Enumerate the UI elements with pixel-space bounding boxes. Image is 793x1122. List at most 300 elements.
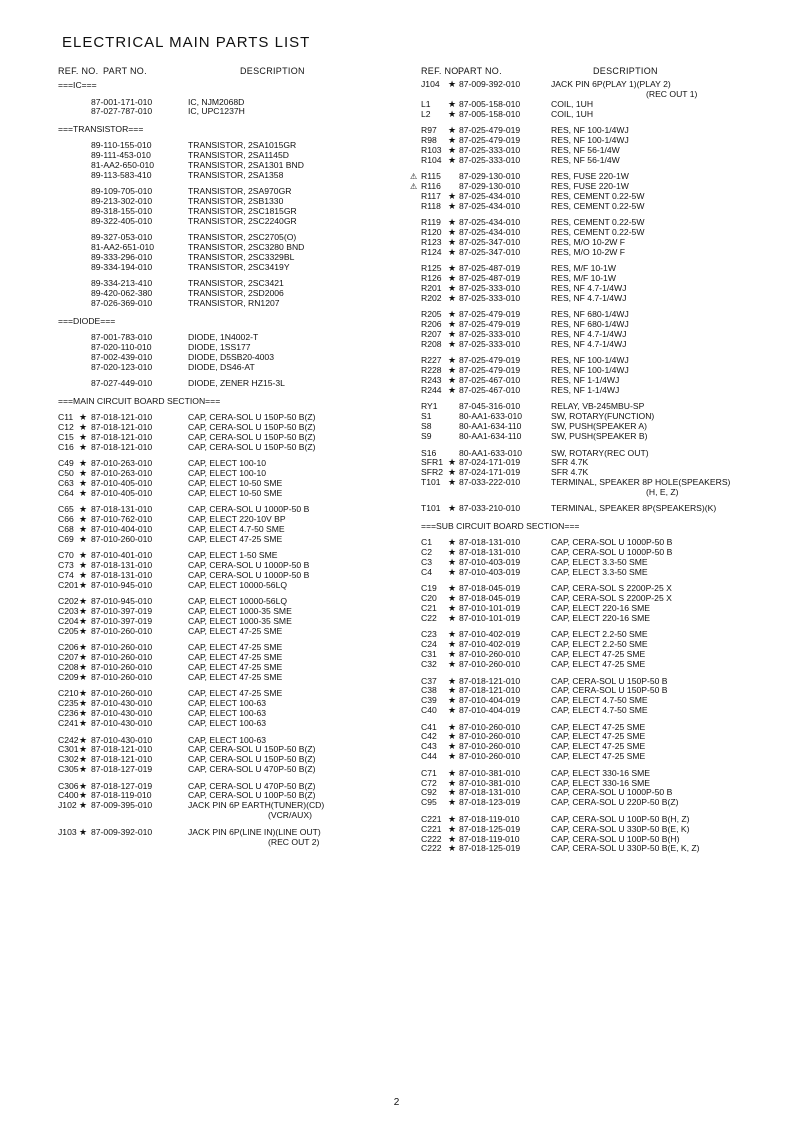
star-mark-icon: ★	[448, 375, 457, 386]
ref-no: R97	[421, 125, 437, 136]
description: CAP, CERA-SOL U 330P-50 B(E, K, Z)	[551, 843, 700, 854]
description: DIODE, 1N4002-T	[188, 332, 259, 343]
description: CAP, CERA-SOL U 470P-50 B(Z)	[188, 780, 316, 791]
part-no: 87-025-479-019	[459, 319, 521, 330]
ref-no: C39	[421, 695, 437, 706]
description: DIODE, 1SS177	[188, 342, 251, 353]
description: CAP, ELECT 47-25 SME	[551, 751, 646, 762]
description: TRANSISTOR, 2SC3280 BND	[188, 242, 305, 253]
description: CAP, ELECT 47-25 SME	[188, 662, 283, 673]
description: DIODE, DS46-AT	[188, 361, 255, 372]
part-no: 87-010-430-010	[91, 708, 153, 719]
ref-no: C305	[58, 764, 79, 775]
star-mark-icon: ★	[448, 547, 457, 558]
description: RES, CEMENT 0.22-5W	[551, 227, 645, 238]
description: TRANSISTOR, 2SA1358	[188, 169, 284, 180]
description: CAP, ELECT 2.2-50 SME	[551, 639, 648, 650]
part-no: 87-010-405-010	[91, 477, 153, 488]
description: CAP, ELECT 10-50 SME	[188, 487, 283, 498]
part-no: 87-010-402-019	[459, 629, 521, 640]
star-mark-icon: ★	[79, 606, 88, 617]
description: RES, NF 4.7-1/4WJ	[551, 338, 627, 349]
part-no: 87-018-127-019	[91, 764, 153, 775]
ref-no: C68	[58, 524, 74, 534]
star-mark-icon: ★	[448, 833, 457, 844]
ref-no: C242	[58, 734, 79, 745]
description: RES, M/F 10-1W	[551, 273, 616, 284]
star-mark-icon: ★	[79, 421, 88, 432]
ref-no: C302	[58, 754, 79, 765]
star-mark-icon: ★	[79, 579, 88, 590]
description: RES, NF 4.7-1/4WJ	[551, 329, 627, 340]
part-no: 87-010-260-010	[91, 672, 153, 683]
star-mark-icon: ★	[448, 583, 457, 594]
description: CAP, ELECT 100-10	[188, 458, 267, 469]
star-mark-icon: ★	[448, 125, 457, 136]
part-no: 87-009-392-010	[459, 79, 521, 89]
star-mark-icon: ★	[448, 154, 457, 165]
part-no: 87-025-333-010	[459, 329, 521, 340]
part-no: 87-025-479-019	[459, 125, 521, 136]
ref-no: C40	[421, 705, 437, 716]
star-mark-icon: ★	[79, 688, 88, 699]
description: COIL, 1UH	[551, 108, 594, 119]
star-mark-icon: ★	[79, 698, 88, 709]
ref-no: C50	[58, 468, 74, 479]
description: CAP, CERA-SOL U 100P-50 B(H, Z)	[551, 813, 690, 824]
star-mark-icon: ★	[79, 514, 88, 525]
description: RES, NF 680-1/4WJ	[551, 309, 629, 320]
star-mark-icon: ★	[448, 79, 457, 89]
ref-no: C3	[421, 557, 432, 568]
part-no: 89-109-705-010	[91, 186, 153, 197]
ref-no: R206	[421, 319, 442, 330]
parts-row	[58, 581, 403, 591]
ref-no: C38	[421, 685, 437, 696]
part-no: 87-001-783-010	[91, 332, 153, 343]
part-no: 87-010-401-010	[91, 550, 153, 561]
parts-row	[58, 828, 403, 838]
description: CAP, CERA-SOL U 470P-50 B(Z)	[188, 764, 316, 775]
description: TRANSISTOR, 2SB1330	[188, 196, 284, 207]
description: TRANSISTOR, RN1207	[188, 298, 280, 309]
star-mark-icon: ★	[448, 134, 457, 145]
ref-no: S9	[421, 431, 432, 442]
star-mark-icon: ★	[79, 616, 88, 627]
description: CAP, ELECT 47-25 SME	[188, 626, 283, 637]
part-no: 87-010-260-010	[91, 533, 153, 544]
parts-row	[58, 765, 403, 775]
star-mark-icon: ★	[448, 246, 457, 257]
description: CAP, ELECT 4.7-50 SME	[188, 524, 285, 534]
ref-no: C204	[58, 616, 79, 627]
description-continuation-text: (H, E, Z)	[646, 487, 679, 498]
parts-row	[58, 363, 403, 373]
part-no: 87-010-260-010	[459, 751, 521, 762]
parts-row	[421, 504, 771, 514]
parts-row	[421, 660, 771, 670]
part-no: 87-010-260-010	[459, 741, 521, 752]
parts-row	[58, 719, 403, 729]
star-mark-icon: ★	[79, 662, 88, 673]
ref-no: R98	[421, 134, 437, 145]
ref-no: C221	[421, 813, 442, 824]
ref-no: R125	[421, 263, 442, 274]
parts-row	[421, 568, 771, 578]
part-no: 87-025-347-010	[459, 246, 521, 257]
description: TRANSISTOR, 2SC3329BL	[188, 252, 295, 263]
ref-no: R201	[421, 283, 442, 294]
description: RES, NF 4.7-1/4WJ	[551, 292, 627, 303]
parts-row	[58, 217, 403, 227]
description: CAP, CERA-SOL U 1000P-50 B	[551, 787, 673, 798]
star-mark-icon: ★	[448, 813, 457, 824]
star-mark-icon: ★	[448, 843, 457, 854]
part-no: 87-018-045-019	[459, 583, 521, 594]
part-no: 87-024-171-019	[459, 457, 521, 468]
description: JACK PIN 6P(LINE IN)(LINE OUT)	[188, 826, 321, 837]
part-no: 87-025-479-019	[459, 309, 521, 320]
description: CAP, CERA-SOL U 220P-50 B(Z)	[551, 797, 679, 808]
ref-no: R207	[421, 329, 442, 340]
description: RES, NF 1-1/4WJ	[551, 385, 620, 396]
part-no: 87-025-333-010	[459, 292, 521, 303]
part-no: 87-010-260-010	[459, 731, 521, 742]
star-mark-icon: ★	[448, 823, 457, 834]
star-mark-icon: ★	[79, 672, 88, 683]
description: CAP, CERA-SOL U 1000P-50 B	[551, 537, 673, 548]
part-no: 87-010-397-019	[91, 616, 153, 627]
star-mark-icon: ★	[448, 695, 457, 706]
part-no: 89-110-155-010	[91, 140, 152, 151]
page-number: 2	[393, 1097, 400, 1108]
ref-no: L2	[421, 108, 431, 119]
description: RELAY, VB-245MBU-SP	[551, 401, 645, 412]
ref-no: C41	[421, 721, 437, 732]
part-no: 87-024-171-019	[459, 467, 521, 478]
ref-no: R228	[421, 365, 442, 376]
description: CAP, CERA-SOL U 150P-50 B(Z)	[188, 421, 316, 432]
part-no: 89-213-302-010	[91, 196, 153, 207]
description: CAP, CERA-SOL U 100P-50 B(Z)	[188, 790, 316, 801]
description: RES, FUSE 220-1W	[551, 181, 629, 192]
star-mark-icon: ★	[448, 283, 457, 294]
part-no: 87-010-260-010	[91, 626, 153, 637]
ref-no: R115	[421, 171, 441, 182]
star-mark-icon: ★	[448, 355, 457, 366]
ref-no: S8	[421, 421, 432, 432]
part-no: 87-018-131-010	[91, 570, 153, 581]
part-no: 87-018-121-010	[91, 744, 153, 755]
ref-no: J104	[421, 79, 440, 89]
part-no: 87-010-101-019	[459, 603, 521, 614]
star-mark-icon: ★	[448, 639, 457, 650]
description: RES, NF 56-1/4W	[551, 154, 620, 165]
part-no: 87-010-260-010	[91, 662, 153, 673]
part-no: 87-025-347-010	[459, 236, 521, 247]
parts-row	[421, 798, 771, 808]
ref-no: C20	[421, 593, 437, 604]
parts-row	[421, 248, 771, 258]
ref-no: C32	[421, 659, 437, 670]
ref-no: SFR2	[421, 467, 443, 478]
star-mark-icon: ★	[448, 629, 457, 640]
description: SFR 4.7K	[551, 457, 589, 468]
part-no: 87-018-121-010	[459, 685, 521, 696]
description: JACK PIN 6P EARTH(TUNER)(CD)	[188, 800, 325, 811]
ref-no: C205	[58, 626, 79, 637]
description: RES, FUSE 220-1W	[551, 171, 629, 182]
star-mark-icon: ★	[79, 533, 88, 544]
star-mark-icon: ★	[448, 365, 457, 376]
part-no: 87-018-127-019	[91, 780, 153, 791]
ref-no: RY1	[421, 401, 438, 412]
ref-no: S16	[421, 447, 437, 458]
description: RES, CEMENT 0.22-5W	[551, 217, 645, 228]
ref-no: R123	[421, 236, 442, 247]
parts-row	[421, 752, 771, 762]
parts-row	[421, 706, 771, 716]
description: CAP, ELECT 330-16 SME	[551, 777, 651, 788]
ref-no: C306	[58, 780, 79, 791]
part-no: 87-025-487-019	[459, 263, 521, 274]
ref-no: R243	[421, 375, 442, 386]
part-no: 87-018-131-010	[91, 560, 153, 571]
description: CAP, ELECT 4.7-50 SME	[551, 705, 648, 716]
part-no: 87-010-101-019	[459, 613, 521, 624]
star-mark-icon: ★	[448, 767, 457, 778]
star-mark-icon: ★	[448, 457, 457, 468]
part-no: 89-333-296-010	[91, 252, 153, 263]
description: CAP, CERA-SOL U 1000P-50 B	[188, 560, 310, 571]
part-no: 87-010-403-019	[459, 567, 521, 578]
parts-row	[58, 627, 403, 637]
star-mark-icon: ★	[448, 649, 457, 660]
description-continuation-text: (REC OUT 2)	[268, 836, 320, 847]
part-no: 87-025-479-019	[459, 134, 521, 145]
part-no: 87-018-121-010	[91, 441, 153, 452]
ref-no: R120	[421, 227, 442, 238]
description: RES, CEMENT 0.22-5W	[551, 200, 645, 211]
parts-row	[421, 478, 771, 488]
star-mark-icon: ★	[448, 309, 457, 320]
right-parts-list	[410, 79, 771, 854]
description: RES, M/O 10-2W F	[551, 236, 626, 247]
star-mark-icon: ★	[79, 524, 88, 534]
description: TRANSISTOR, 2SA1015GR	[188, 140, 297, 151]
part-no: 87-025-333-010	[459, 154, 521, 165]
star-mark-icon: ★	[448, 685, 457, 696]
ref-no: C19	[421, 583, 437, 594]
star-mark-icon: ★	[448, 705, 457, 716]
ref-no: T101	[421, 477, 441, 488]
part-no: 87-005-158-010	[459, 98, 521, 109]
description: CAP, CERA-SOL U 150P-50 B(Z)	[188, 754, 316, 765]
ref-no: J102	[58, 800, 77, 811]
part-no: 89-322-405-010	[91, 216, 153, 227]
description: CAP, CERA-SOL U 150P-50 B(Z)	[188, 431, 316, 442]
description-header: DESCRIPTION	[240, 66, 305, 76]
parts-row	[58, 107, 403, 117]
star-mark-icon: ★	[448, 567, 457, 578]
star-mark-icon: ★	[448, 557, 457, 568]
description: CAP, ELECT 220-16 SME	[551, 603, 651, 614]
star-mark-icon: ★	[448, 613, 457, 624]
ref-no: R244	[421, 385, 442, 396]
part-no: 87-025-479-019	[459, 365, 521, 376]
ref-no: R205	[421, 309, 442, 320]
part-no: 89-420-062-380	[91, 288, 153, 299]
part-no: 87-018-131-010	[459, 537, 521, 548]
ref-no: R227	[421, 355, 442, 366]
description: IC, NJM2068D	[188, 96, 245, 107]
description: RES, NF 100-1/4WJ	[551, 125, 629, 136]
part-no: 87-029-130-010	[459, 171, 521, 182]
part-no: 89-111-453-010	[91, 150, 151, 161]
part-no: 87-010-405-010	[91, 487, 153, 498]
description: CAP, CERA-SOL U 1000P-50 B	[188, 570, 310, 581]
description: RES, NF 1-1/4WJ	[551, 375, 620, 386]
part-no: 89-334-194-010	[91, 262, 153, 273]
description: CAP, CERA-SOL U 150P-50 B(Z)	[188, 441, 316, 452]
ref-no: C92	[421, 787, 437, 798]
star-mark-icon: ★	[448, 190, 457, 201]
ref-no: C16	[58, 441, 74, 452]
star-mark-icon: ★	[79, 754, 88, 765]
description: CAP, ELECT 10-50 SME	[188, 477, 283, 488]
ref-no: R124	[421, 246, 442, 257]
star-mark-icon: ★	[79, 487, 88, 498]
part-no: 87-010-402-019	[459, 639, 521, 650]
description: TRANSISTOR, 2SD2006	[188, 288, 284, 299]
ref-no: R208	[421, 338, 442, 349]
parts-row	[421, 110, 771, 120]
parts-row	[421, 80, 771, 90]
part-no: 87-010-404-019	[459, 695, 521, 706]
star-mark-icon: ★	[448, 503, 457, 514]
description: CAP, ELECT 100-63	[188, 734, 267, 745]
description: CAP, ELECT 220-16 SME	[551, 613, 651, 624]
ref-no: C222	[421, 833, 442, 844]
part-no: 87-005-158-010	[459, 108, 521, 119]
part-no: 87-027-787-010	[91, 106, 153, 117]
ref-no: C72	[421, 777, 437, 788]
ref-no: C70	[58, 550, 74, 561]
star-mark-icon: ★	[448, 263, 457, 274]
part-no: 87-010-945-010	[91, 579, 153, 590]
star-mark-icon: ★	[448, 236, 457, 247]
ref-no: C210	[58, 688, 79, 699]
part-no: 87-010-430-010	[91, 718, 153, 729]
star-mark-icon: ★	[448, 659, 457, 670]
left-parts-list	[58, 80, 403, 847]
ref-no: C221	[421, 823, 442, 834]
ref-no: C400	[58, 790, 79, 801]
ref-no: R119	[421, 217, 441, 228]
description: SW, ROTARY(FUNCTION)	[551, 411, 655, 422]
part-no: 87-010-260-010	[91, 652, 153, 663]
description: RES, NF 4.7-1/4WJ	[551, 283, 627, 294]
description: TRANSISTOR, 2SC2240GR	[188, 216, 297, 227]
ref-no: C95	[421, 797, 437, 808]
parts-row	[421, 386, 771, 396]
ref-no: R116	[421, 181, 441, 192]
description: CAP, ELECT 47-25 SME	[551, 659, 646, 670]
description: CAP, ELECT 10000-56LQ	[188, 596, 288, 607]
part-no: 87-025-333-010	[459, 144, 521, 155]
section-heading: ===TRANSISTOR===	[58, 123, 144, 134]
ref-no: C15	[58, 431, 74, 442]
star-mark-icon: ★	[79, 800, 88, 811]
ref-no: C12	[58, 421, 74, 432]
section-heading: ===SUB CIRCUIT BOARD SECTION===	[421, 520, 580, 531]
description: CAP, ELECT 47-25 SME	[188, 642, 283, 653]
ref-no: C301	[58, 744, 79, 755]
description: CAP, CERA-SOL U 330P-50 B(E, K)	[551, 823, 690, 834]
star-mark-icon: ★	[79, 431, 88, 442]
description: DIODE, D5SB20-4003	[188, 351, 274, 362]
star-mark-icon: ★	[79, 642, 88, 653]
star-mark-icon: ★	[448, 292, 457, 303]
ref-no: C206	[58, 642, 79, 653]
part-no: 87-018-125-019	[459, 843, 521, 854]
part-no: 87-033-222-010	[459, 477, 521, 488]
ref-no: C44	[421, 751, 437, 762]
star-mark-icon: ★	[448, 787, 457, 798]
ref-no: C209	[58, 672, 79, 683]
description: CAP, ELECT 3.3-50 SME	[551, 557, 648, 568]
part-no-header: PART NO.	[458, 66, 502, 76]
star-mark-icon: ★	[448, 108, 457, 119]
part-no: 87-018-125-019	[459, 823, 521, 834]
page-title: ELECTRICAL MAIN PARTS LIST	[62, 34, 311, 51]
ref-no: C203	[58, 606, 79, 617]
part-no: 87-020-123-010	[91, 361, 153, 372]
description: RES, M/O 10-2W F	[551, 246, 626, 257]
ref-no-header: REF. NO.	[58, 66, 99, 76]
description: CAP, CERA-SOL S 2200P-25 X	[551, 593, 672, 604]
star-mark-icon: ★	[448, 200, 457, 211]
star-mark-icon: ★	[448, 467, 457, 478]
description: SW, PUSH(SPEAKER A)	[551, 421, 647, 432]
part-no: 87-010-260-010	[91, 688, 153, 699]
parts-row	[58, 801, 403, 811]
ref-no: C21	[421, 603, 437, 614]
description: DIODE, ZENER HZ15-3L	[188, 378, 285, 389]
ref-no: C73	[58, 560, 74, 571]
section-heading: ===DIODE===	[58, 315, 116, 326]
part-no: 89-318-155-010	[91, 206, 153, 217]
part-no: 87-026-369-010	[91, 298, 153, 309]
description: CAP, CERA-SOL S 2200P-25 X	[551, 583, 672, 594]
part-no: 87-002-439-010	[91, 351, 153, 362]
description-continuation	[421, 488, 771, 498]
star-mark-icon: ★	[79, 550, 88, 561]
ref-no: C64	[58, 487, 74, 498]
ref-no: C71	[421, 767, 437, 778]
ref-no: R117	[421, 190, 441, 201]
part-no: 87-010-404-019	[459, 705, 521, 716]
part-no: 87-009-395-010	[91, 800, 153, 811]
star-mark-icon: ★	[448, 385, 457, 396]
description: TRANSISTOR, 2SA970GR	[188, 186, 292, 197]
description: TRANSISTOR, 2SC3421	[188, 278, 284, 289]
ref-no: C22	[421, 613, 437, 624]
description: CAP, ELECT 100-10	[188, 468, 267, 479]
part-no: 80-AA1-634-110	[459, 421, 522, 432]
part-no-header: PART NO.	[103, 66, 147, 76]
star-mark-icon: ★	[448, 319, 457, 330]
